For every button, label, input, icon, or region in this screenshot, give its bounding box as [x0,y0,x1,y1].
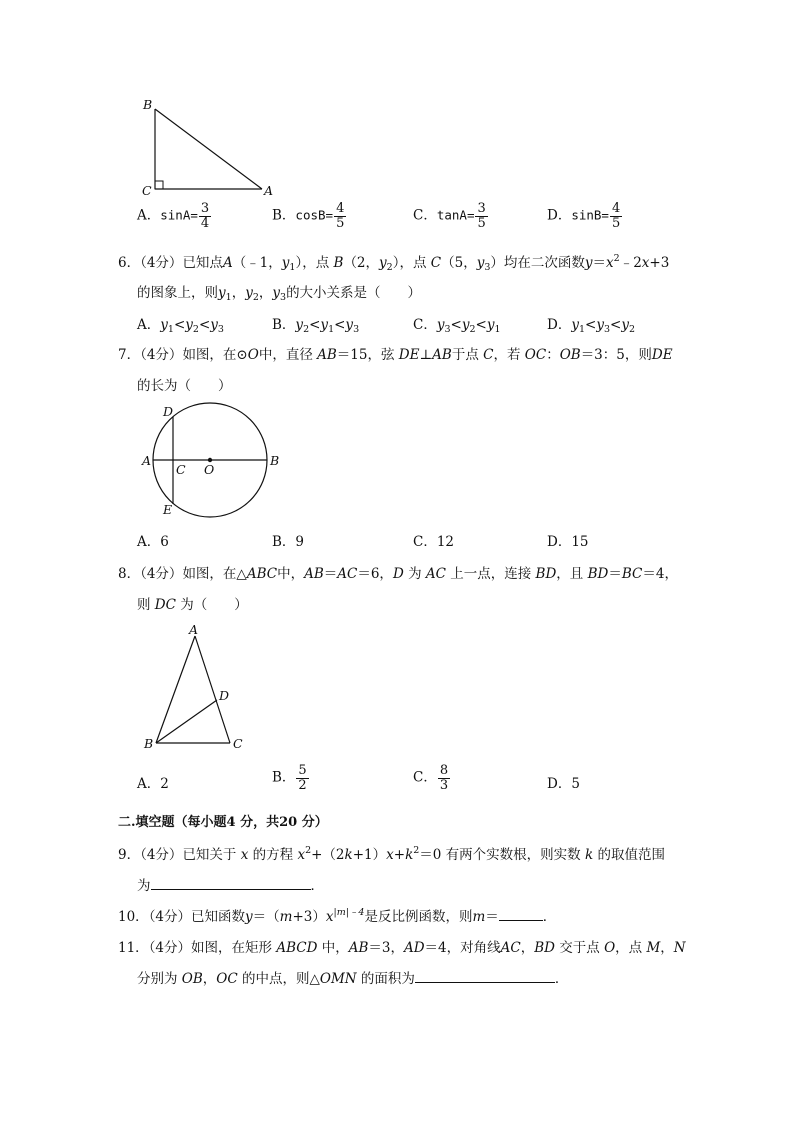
q7-option-c: C．12 [413,534,455,550]
vertex-label-b: B [143,97,153,112]
point-label-d: D [163,404,174,419]
q6-option-d: D．$y_1<y_3<y_2$ [547,317,636,335]
q11-line2: 分别为 OB，OC 的中点，则△OMN 的面积为 ． [137,971,569,987]
section-title-fill-in: 二.填空题（每小题4 分，共20 分） [118,815,328,830]
q5-option-b: B．cosB= $\frac{4}{5}$ [272,201,345,231]
q5-option-c: C．tanA= $\frac{3}{5}$ [413,201,486,231]
q7-option-a: A．6 [137,534,169,550]
vertex-label-a: A [189,622,199,637]
answer-blank-q9[interactable] [151,888,311,890]
q8-option-b: B． $\frac{5}{2}$ [272,763,307,793]
vertex-label-a: A [264,183,274,198]
answer-blank-q11[interactable] [415,981,555,983]
vertex-label-c: C [142,183,152,198]
point-label-e: E [163,502,173,517]
point-label-a: A [142,453,152,468]
q7-line1: 7．（4分）如图，在⊙O中，直径 AB＝15，弦 DE⊥AB于点 C，若 OC：OB＝3：5，则DE [118,347,673,363]
q6-option-b: B．$y_2<y_1<y_3$ [272,317,360,335]
circle-chord-figure [135,398,290,523]
isosceles-triangle-figure [140,620,260,752]
q9-line1: 9．（4分）已知关于 x 的方程 $x^2+(2k+1)x+k^2=0$ 有两个实数根，则实数 k 的取值范围 [118,845,665,863]
q7-option-b: B．9 [272,534,305,550]
q11-line1: 11．（4分）如图，在矩形 ABCD 中，AB＝3，AD＝4，对角线AC，BD 交于点 O，点 M，N [118,940,686,956]
point-label-c: C [176,462,186,477]
point-label-b: B [270,453,280,468]
vertex-label-c: C [233,736,243,751]
answer-blank-q10[interactable] [499,919,543,921]
q8-option-a: A．2 [137,776,169,792]
q6-line2: 的图象上，则$y_1$，$y_2$，$y_3$的大小关系是（ ） [137,285,422,303]
q7-option-d: D．15 [547,534,589,550]
vertex-label-b: B [144,736,154,751]
q7-line2: 的长为（ ） [137,378,232,394]
q8-line2: 则 DC 为（ ） [137,597,248,613]
q9-line2: 为 ． [137,878,324,894]
q6-option-c: C．$y_3<y_2<y_1$ [413,317,501,335]
right-triangle-figure [135,95,285,205]
q6-line1: 6．（4分）已知点A（﹣1，$y_1$），点 B（2，$y_2$），点 C（5，$y_3$）均在二次函数$y=x^2﹣2x+3$ [118,253,670,273]
q6-option-a: A．$y_1<y_2<y_3$ [137,317,224,335]
point-label-d: D [219,688,230,703]
q5-option-d: D．sinB= $\frac{4}{5}$ [547,201,621,231]
point-label-o: O [204,462,215,477]
q5-option-a: A．sinA= $\frac{3}{4}$ [137,201,210,231]
q8-option-c: C． $\frac{8}{3}$ [413,763,449,793]
q8-option-d: D．5 [547,776,580,792]
q10-line: 10．（4分）已知函数$y=(m+3)x^{|m|﹣4}$是反比例函数，则m＝ ． [118,907,557,925]
q8-line1: 8．（4分）如图，在△ABC中，AB＝AC＝6，D 为 AC 上一点，连接 BD，且 BD＝BC＝4， [118,566,678,582]
